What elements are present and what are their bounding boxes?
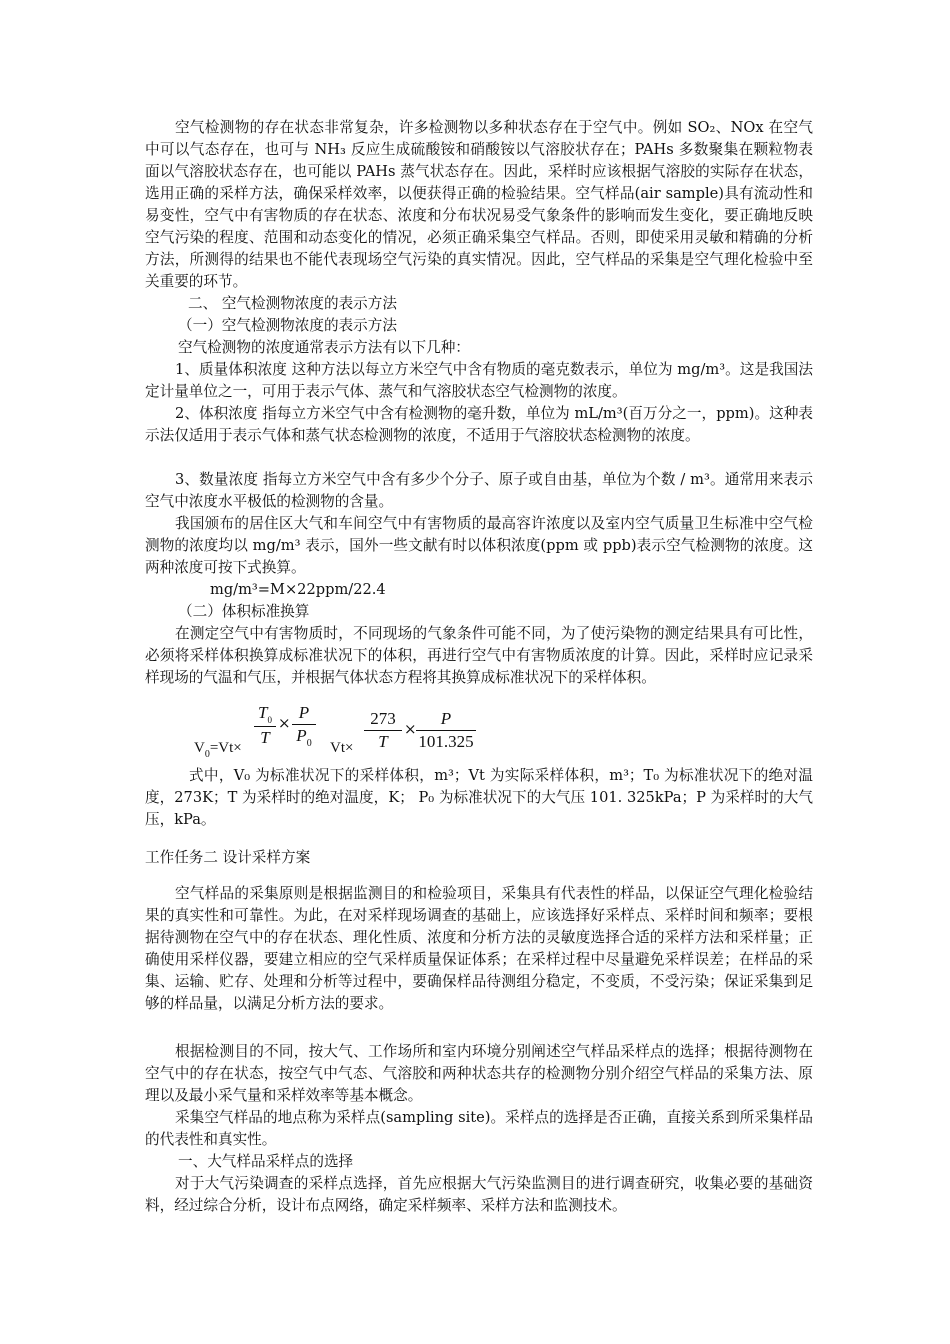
- intro-line: 空气检测物的浓度通常表示方法有以下几种：: [178, 339, 470, 356]
- formula-vt: Vt×: [330, 740, 354, 756]
- fraction-denominator-p0: P: [296, 726, 307, 745]
- fraction-denominator-t2: T: [378, 732, 388, 751]
- formula-lhs-sub: 0: [204, 749, 210, 760]
- task-heading: 工作任务二 设计采样方案: [145, 849, 311, 866]
- fraction-p-over-p0: [292, 702, 316, 750]
- paragraph-volume-conversion: 在测定空气中有害物质时，不同现场的气象条件可能不同，为了使污染物的测定结果具有可比性，必须将采样体积换算成标准状况下的体积，再进行空气中有害物质浓度的计算。因此，采样时应记录采样现场的气温和气压，并根据气体状态方程将其换算成标准状况下的采样体积。: [145, 625, 813, 686]
- fraction-273-over-t: [364, 708, 402, 753]
- section-heading-concentration: 二、 空气检测物浓度的表示方法: [188, 295, 397, 312]
- times-symbol-2: ×: [404, 720, 417, 738]
- fraction-numerator-t0: T: [258, 703, 268, 722]
- fraction-numerator-p2: P: [416, 708, 476, 731]
- formula-lhs: V: [194, 740, 205, 756]
- p0-sub: 0: [306, 738, 312, 749]
- fraction-numerator-273: 273: [364, 708, 402, 731]
- item-mass-concentration: 1、质量体积浓度 这种方法以每立方米空气中含有物质的毫克数表示，单位为 mg/m³。这是我国法定计量单位之一，可用于表示气体、蒸气和气溶胶状态空气检测物的浓度。: [145, 361, 813, 400]
- fraction-numerator-p: P: [292, 702, 316, 725]
- heading-site-selection: 一、大气样品采样点的选择: [178, 1153, 354, 1170]
- paragraph-sampling-principles: 空气样品的采集原则是根据监测目的和检验项目，采集具有代表性的样品，以保证空气理化检验结果的真实性和可靠性。为此，在对采样现场调查的基础上，应该选择好采样点、采样时间和频率；要根据待测物在空气中的存在状态、理化性质、浓度和分析方法的灵敏度选择合适的采样方法和采样量；正确使用采样仪器，要建立相应的空气采样质量保证体系；在采样过程中尽量避免采样误差；在样品的采集、运输、贮存、处理和分析等过程中，要确保样品待测组分稳定，不变质，不受污染；保证采集到足够的样品量，以满足分析方法的要求。: [145, 885, 813, 1012]
- paragraph-survey: 对于大气污染调查的采样点选择，首先应根据大气污染监测目的进行调查研究，收集必要的基础资料，经过综合分析，设计布点网络，确定采样频率、采样方法和监测技术。: [145, 1175, 813, 1214]
- formula-explanation: 式中，V₀ 为标准状况下的采样体积，m³；Vt 为实际采样体积，m³；T₀ 为标准状况下的绝对温度，273K；T 为采样时的绝对温度，K； P₀ 为标准状况下的大气压 101. 325kPa；P 为采样时的大气压，kPa。: [145, 767, 813, 828]
- subsection-heading-volume: （二）体积标准换算: [178, 603, 310, 620]
- formula-eq: =Vt×: [209, 740, 242, 756]
- item-number-concentration: 3、数量浓度 指每立方米空气中含有多少个分子、原子或自由基，单位为个数 / m³。通常用来表示空气中浓度水平极低的检测物的含量。: [145, 471, 813, 510]
- conversion-formula: mg/m³=M×22ppm/22.4: [210, 581, 386, 598]
- paragraph-sampling-site: 采集空气样品的地点称为采样点(sampling site)。采样点的选择是否正确，直接关系到所采集样品的代表性和真实性。: [145, 1109, 813, 1148]
- fraction-denominator-t: T: [260, 728, 270, 747]
- paragraph-standards: 我国颁布的居住区大气和车间空气中有害物质的最高容许浓度以及室内空气质量卫生标准中空气检测物的浓度均以 mg/m³ 表示，国外一些文献有时以体积浓度(ppm 或 ppb)表示空气检测物的浓度。这两种浓度可按下式换算。: [145, 515, 813, 576]
- paragraph-sampling-basis: 根据检测目的不同，按大气、工作场所和室内环境分别阐述空气样品采样点的选择；根据待测物在空气中的存在状态，按空气中气态、气溶胶和两种状态共存的检测物分别介绍空气样品的采集方法、原理以及最小采气量和采样效率等基本概念。: [145, 1043, 813, 1104]
- paragraph-state-of-pollutants: 空气检测物的存在状态非常复杂，许多检测物以多种状态存在于空气中。例如 SO₂、NOx 在空气中可以气态存在，也可与 NH₃ 反应生成硫酸铵和硝酸铵以气溶胶状存在；PAHs 多数聚集在颗粒物表面以气溶胶状态存在，也可能以 PAHs 蒸气状态存在。因此，采样时应该根据气溶胶的实际存在状态，选用正确的采样方法，确保采样效率，以便获得正确的检验结果。空气样品(air sample)具有流动性和易变性，空气中有害物质的存在状态、浓度和分布状况易受气象条件的影响而发生变化，要正确地反映空气污染的程度、范围和动态变化的情况，必须正确采集空气样品。否则，即使采用灵敏和精确的分析方法，所测得的结果也不能代表现场空气污染的真实情况。因此，空气样品的采集是空气理化检验中至关重要的环节。: [145, 119, 813, 290]
- t0-sub: 0: [267, 715, 272, 725]
- item-volume-concentration: 2、体积浓度 指每立方米空气中含有检测物的毫升数，单位为 mL/m³(百万分之一，ppm)。这种表示法仅适用于表示气体和蒸气状态检测物的浓度，不适用于气溶胶状态检测物的浓度。: [145, 405, 813, 444]
- times-symbol-1: ×: [278, 714, 291, 732]
- fraction-t0-over-t: [254, 702, 276, 749]
- volume-formula: [190, 700, 510, 770]
- fraction-p-over-101: [416, 708, 476, 753]
- subsection-heading-expression: （一）空气检测物浓度的表示方法: [178, 317, 397, 334]
- fraction-denominator-101: 101.325: [418, 732, 474, 751]
